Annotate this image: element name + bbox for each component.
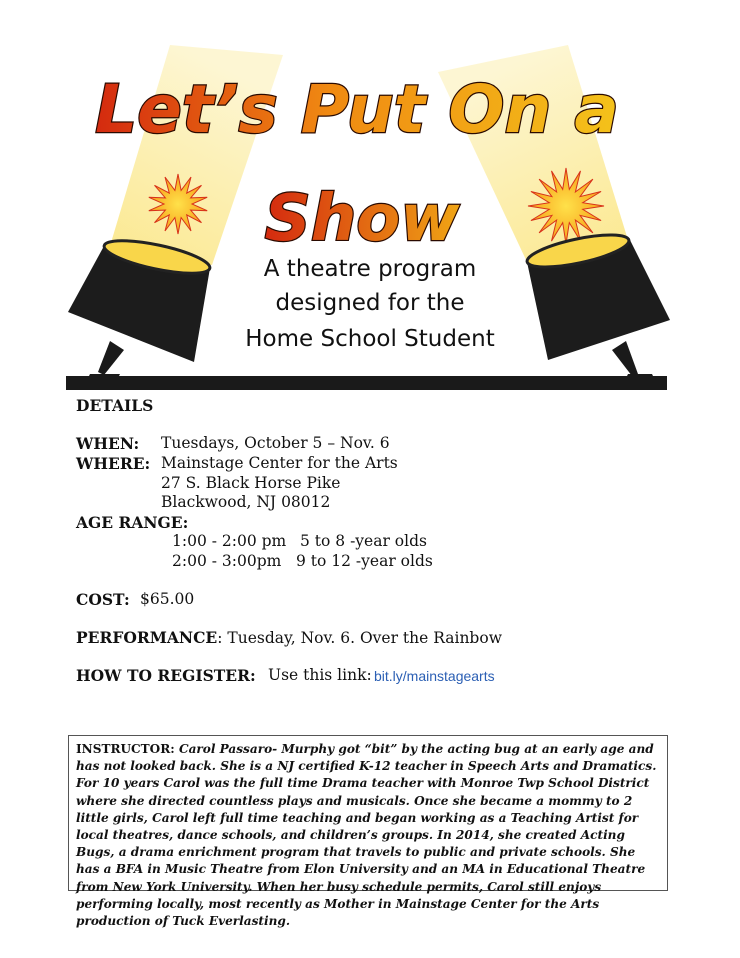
where-line-2: 27 S. Black Horse Pike: [161, 474, 341, 492]
session-1-ages: 5 to 8 -year olds: [300, 532, 427, 550]
session-2-ages: 9 to 12 -year olds: [296, 552, 433, 570]
subtitle-line-1: A theatre program: [263, 256, 477, 282]
register-label: HOW TO REGISTER:: [76, 666, 256, 685]
cost-value: $65.00: [140, 590, 195, 608]
where-label: WHERE:: [76, 454, 151, 473]
cost-label: COST:: [76, 590, 130, 609]
right-spotlight-icon: [525, 228, 670, 378]
details-heading: DETAILS: [76, 396, 154, 415]
performance-label: PERFORMANCE: [76, 628, 218, 647]
when-value: Tuesdays, October 5 – Nov. 6: [161, 434, 390, 452]
stage-floor: [66, 376, 667, 390]
register-text: Use this link:: [268, 666, 372, 684]
session-1-time: 1:00 - 2:00 pm: [172, 532, 287, 550]
performance-value: : Tuesday, Nov. 6. Over the Rainbow: [217, 629, 502, 647]
where-line-3: Blackwood, NJ 08012: [161, 493, 331, 511]
left-spotlight-icon: [68, 234, 212, 378]
subtitle-line-3: Home School Student: [245, 326, 495, 352]
instructor-box: [68, 735, 668, 929]
right-starburst-icon: [528, 168, 604, 244]
instructor-label: INSTRUCTOR:: [76, 742, 175, 756]
performance-line: [76, 628, 502, 647]
register-link[interactable]: bit.ly/mainstagearts: [374, 668, 495, 684]
age-range-label: AGE RANGE:: [76, 513, 189, 532]
title-line-2: Show: [264, 182, 460, 256]
subtitle-line-2: designed for the: [275, 290, 465, 316]
when-label: WHEN:: [76, 434, 140, 453]
title-line-1: Let’s Put On a: [95, 71, 619, 148]
instructor-bio: Carol Passaro- Murphy got “bit” by the acting bug at an early age and has not looked back. She is a NJ certified K-12 teacher in Speech Arts and Dramatics. For 10 years Carol was the full time Drama teacher with Monroe Twp School District where she directed countless plays and musicals. Once she became a mommy to 2 little girls, Carol left full time teaching and began working as a Teaching Artist for local theatres, dance schools, and children’s groups. In 2014, she created Acting Bugs, a drama enrichment program that travels to public and private schools. She has a BFA in Music Theatre from Elon University and an MA in Educational Theatre from New York University. When her busy schedule permits, Carol still enjoys performing locally, most recently as Mother in Mainstage Center for the Arts production of Tuck Everlasting.: [76, 742, 657, 929]
where-line-1: Mainstage Center for the Arts: [161, 454, 398, 472]
session-2-time: 2:00 - 3:00pm: [172, 552, 282, 570]
